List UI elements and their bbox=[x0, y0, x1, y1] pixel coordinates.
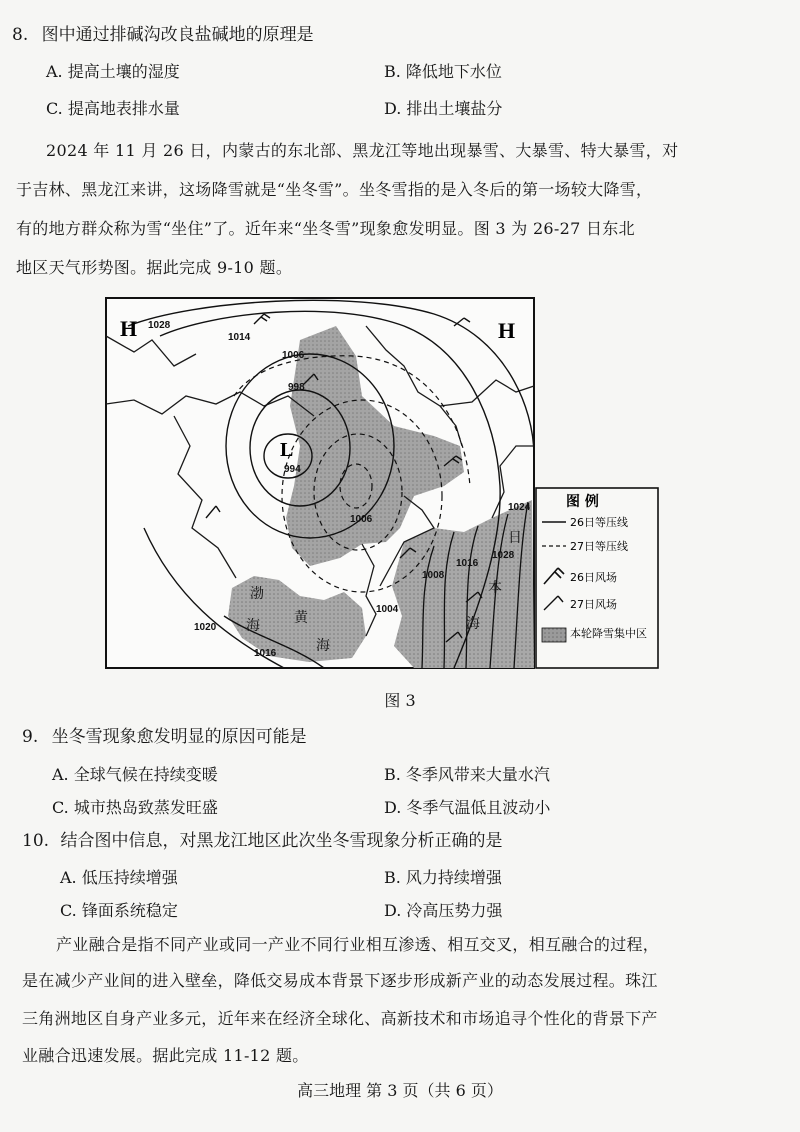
question-8-stem bbox=[12, 24, 314, 46]
isobar-label: 1014 bbox=[228, 332, 251, 343]
isobar-label: 998 bbox=[288, 382, 305, 393]
sea-label-hai-2: 海 bbox=[316, 638, 330, 654]
isobar-label: 1004 bbox=[376, 604, 399, 615]
legend-item: 26日等压线 bbox=[570, 516, 628, 529]
legend-item: 本轮降雪集中区 bbox=[570, 627, 647, 640]
passage-1-line-1: 2024 年 11 月 26 日，内蒙古的东北部、黑龙江等地出现暴雪、大暴雪、特大暴雪，对 bbox=[46, 141, 679, 160]
passage-2-line-1: 产业融合是指不同产业或同一产业不同行业相互渗透、相互交叉，相互融合的过程， bbox=[56, 935, 660, 954]
isobar-label: 1028 bbox=[492, 550, 515, 561]
page-footer: 高三地理 第 3 页（共 6 页） bbox=[297, 1081, 503, 1100]
isobar-label: 1006 bbox=[282, 350, 305, 361]
legend-item: 27日等压线 bbox=[570, 540, 628, 553]
legend-item: 26日风场 bbox=[570, 571, 617, 584]
isobar-label: 1028 bbox=[148, 320, 171, 331]
passage-2-line-2: 是在减少产业间的进入壁垒，降低交易成本背景下逐步形成新产业的动态发展过程。珠江 bbox=[22, 971, 658, 990]
q8-option-c[interactable]: C. 提高地表排水量 bbox=[46, 99, 180, 118]
question-number: 10. bbox=[22, 831, 50, 851]
weather-map bbox=[104, 296, 660, 676]
q10-option-c[interactable]: C. 锋面系统稳定 bbox=[60, 901, 178, 920]
sea-label-ben: 本 bbox=[488, 580, 502, 596]
question-9-stem bbox=[22, 726, 307, 748]
high-pressure-right: H bbox=[498, 318, 516, 343]
passage-1-line-2: 于吉林、黑龙江来讲，这场降雪就是“坐冬雪”。坐冬雪指的是入冬后的第一场较大降雪， bbox=[16, 180, 653, 199]
q8-option-d[interactable]: D. 排出土壤盐分 bbox=[384, 99, 503, 118]
question-10-stem bbox=[22, 830, 502, 852]
legend-swatch-snow-zone bbox=[542, 628, 566, 642]
question-text: 坐冬雪现象愈发明显的原因可能是 bbox=[51, 727, 307, 747]
q8-option-b[interactable]: B. 降低地下水位 bbox=[384, 62, 502, 81]
question-number: 8. bbox=[12, 25, 29, 45]
q9-option-c[interactable]: C. 城市热岛致蒸发旺盛 bbox=[52, 798, 218, 817]
high-pressure-left: H bbox=[120, 316, 138, 341]
sea-label-bo: 渤 bbox=[250, 586, 264, 602]
passage-2-line-3: 三角洲地区自身产业多元，近年来在经济全球化、高新技术和市场追寻个性化的背景下产 bbox=[22, 1009, 658, 1028]
sea-label-hai-1: 海 bbox=[246, 618, 260, 634]
q9-option-a[interactable]: A. 全球气候在持续变暖 bbox=[52, 765, 218, 784]
low-pressure: L bbox=[280, 439, 294, 461]
weather-map-figure bbox=[104, 296, 660, 676]
q10-option-a[interactable]: A. 低压持续增强 bbox=[60, 868, 178, 887]
q9-option-d[interactable]: D. 冬季气温低且波动小 bbox=[384, 798, 551, 817]
isobar-label: 1008 bbox=[422, 570, 445, 581]
isobar-label: 1020 bbox=[194, 622, 217, 633]
figure-caption: 图 3 bbox=[384, 691, 416, 710]
isobar-label: 994 bbox=[284, 464, 301, 475]
q10-option-b[interactable]: B. 风力持续增强 bbox=[384, 868, 502, 887]
sea-label-ri: 日 bbox=[508, 530, 522, 546]
question-text: 图中通过排碱沟改良盐碱地的原理是 bbox=[41, 25, 314, 45]
legend-title: 图 例 bbox=[566, 494, 599, 510]
sea-label-huang: 黄 bbox=[294, 610, 308, 626]
q8-option-a[interactable]: A. 提高土壤的湿度 bbox=[46, 62, 180, 81]
sea-label-hai-3: 海 bbox=[466, 616, 480, 632]
passage-1-line-3: 有的地方群众称为雪“坐住”了。近年来“坐冬雪”现象愈发明显。图 3 为 26-27 日东北 bbox=[16, 219, 635, 238]
isobar-label: 1024 bbox=[508, 502, 531, 513]
map-legend bbox=[536, 488, 658, 668]
q9-option-b[interactable]: B. 冬季风带来大量水汽 bbox=[384, 765, 550, 784]
isobar-label: 1006 bbox=[350, 514, 373, 525]
question-text: 结合图中信息，对黑龙江地区此次坐冬雪现象分析正确的是 bbox=[60, 831, 503, 851]
legend-item: 27日风场 bbox=[570, 598, 617, 611]
question-number: 9. bbox=[22, 727, 39, 747]
passage-2-line-4: 业融合迅速发展。据此完成 11-12 题。 bbox=[22, 1046, 309, 1065]
passage-1-line-4: 地区天气形势图。据此完成 9-10 题。 bbox=[16, 258, 293, 277]
isobar-label: 1016 bbox=[456, 558, 479, 569]
q10-option-d[interactable]: D. 冷高压势力强 bbox=[384, 901, 503, 920]
isobar-label: 1016 bbox=[254, 648, 277, 659]
